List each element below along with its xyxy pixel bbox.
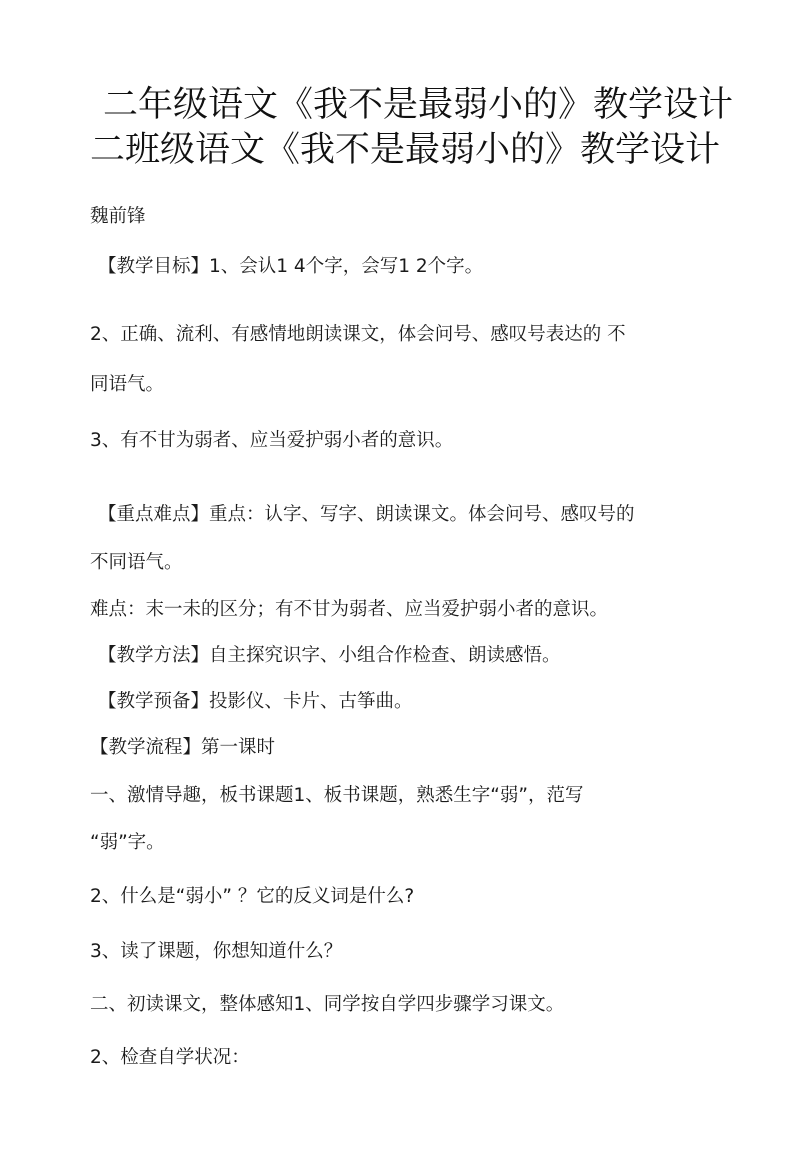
teaching-goal-3: 3、有不甘为弱者、应当爱护弱小者的意识。 [90,430,454,451]
difficult-points: 难点：末一未的区分；有不甘为弱者、应当爱护弱小者的意识。 [90,599,609,620]
teaching-preparation: 【教学预备】投影仪、卡片、古筝曲。 [98,691,413,712]
key-points-continued: 不同语气。 [90,552,183,573]
document-title-variant: 二班级语文《我不是最弱小的》教学设计 [90,130,721,170]
document-title: 二年级语文《我不是最弱小的》教学设计 [103,85,734,125]
teaching-goal-2: 2、正确、流利、有感情地朗读课文，体会问号、感叹号表达的 不 [90,324,626,345]
process-step-1: 一、激情导趣，板书课题1、板书课题，熟悉生字“弱”，范写 [90,785,584,806]
teaching-goal-2-continued: 同语气。 [90,374,165,395]
teaching-methods: 【教学方法】自主探究识字、小组合作检查、朗读感悟。 [98,645,561,666]
teaching-process: 【教学流程】第一课时 [90,737,276,758]
key-points: 【重点难点】重点：认字、写字、朗读课文。体会问号、感叹号的 [98,504,635,525]
process-step-2: 二、初读课文，整体感知1、同学按自学四步骤学习课文。 [90,994,565,1015]
author-name: 魏前锋 [90,206,146,227]
process-step-1-2: 2、什么是“弱小” ？它的反义词是什么? [90,886,415,907]
process-step-1-continued: “弱”字。 [90,832,165,853]
teaching-goal-1: 【教学目标】1、会认1 4个字，会写1 2个字。 [98,256,484,277]
process-step-1-3: 3、读了课题，你想知道什么？ [90,941,343,962]
process-step-2-2: 2、检查自学状况： [90,1047,250,1068]
